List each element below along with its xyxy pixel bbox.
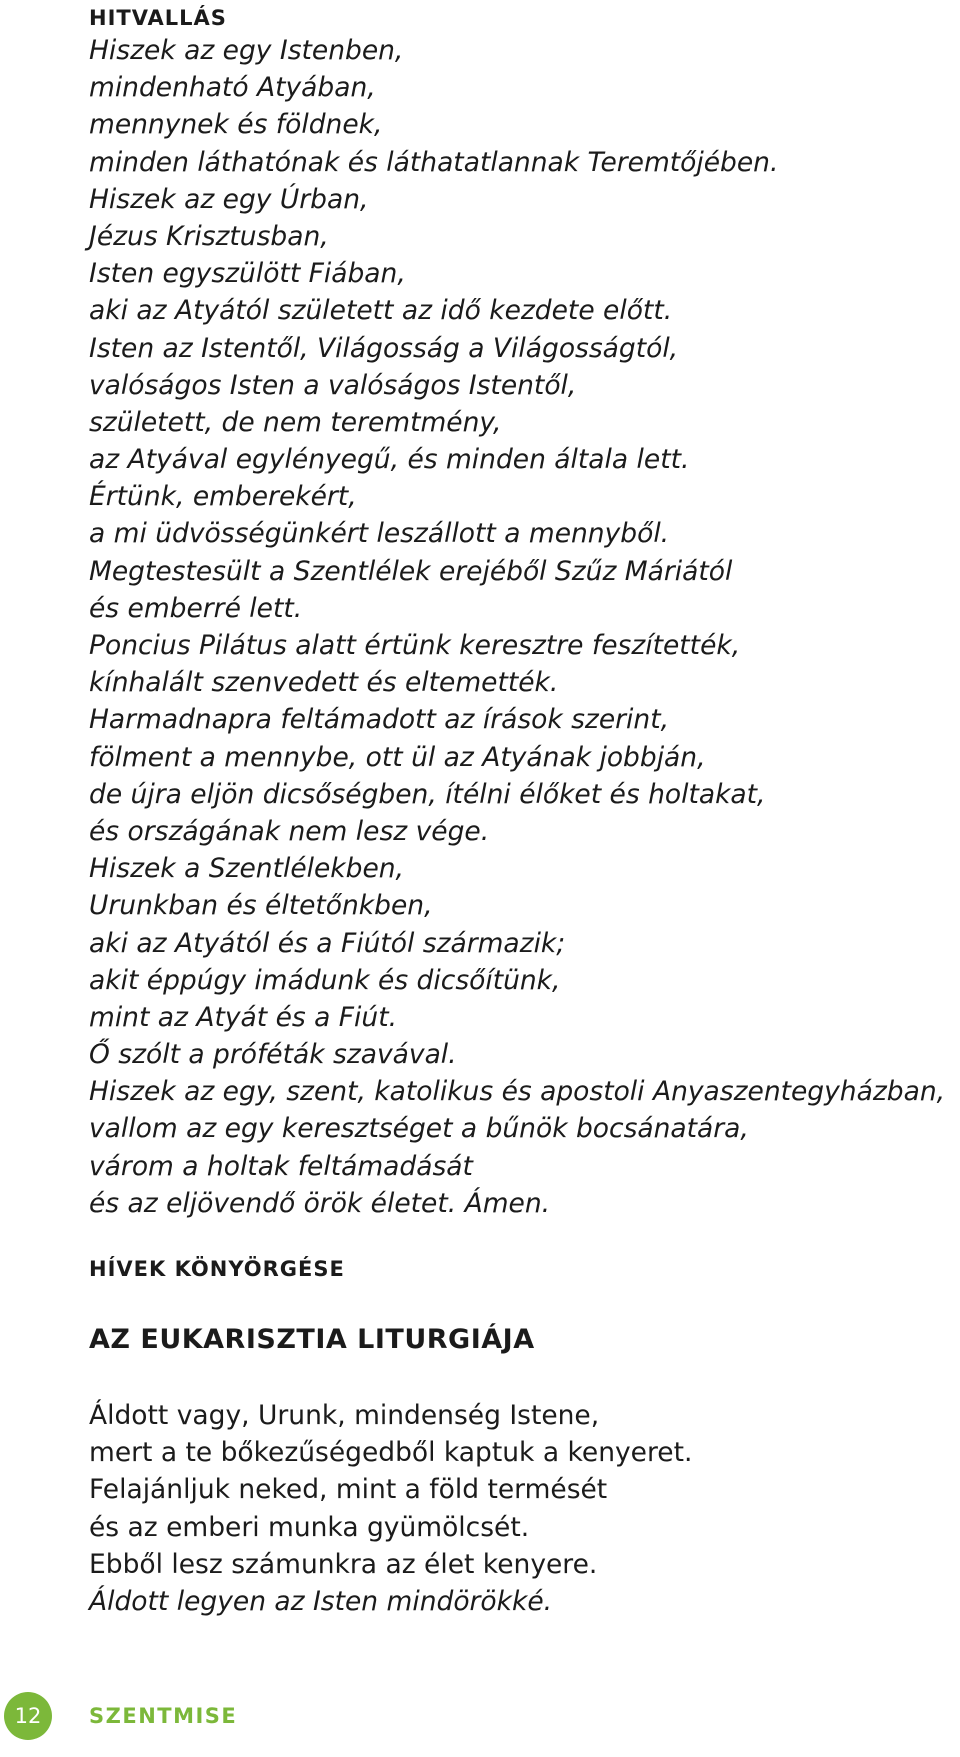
creed-line: vallom az egy keresztséget a bűnök bocsánatára,: [89, 1113, 749, 1145]
creed-line: és az eljövendő örök életet. Ámen.: [89, 1187, 551, 1219]
page-number-badge: 12: [4, 1692, 52, 1740]
creed-line: várom a holtak feltámadását: [89, 1150, 473, 1182]
creed-line: született, de nem teremtmény,: [89, 406, 502, 438]
intercessions-heading: HÍVEK KÖNYÖRGÉSE: [89, 1257, 345, 1281]
creed-line: mint az Atyát és a Fiút.: [89, 1001, 398, 1033]
prayer-line: és az emberi munka gyümölcsét.: [89, 1511, 530, 1543]
creed-line: aki az Atyától és a Fiútól származik;: [89, 927, 566, 959]
eucharist-prayer-text: [89, 1397, 692, 1583]
creed-line: aki az Atyától született az idő kezdete előtt.: [89, 295, 673, 327]
creed-line: de újra eljön dicsőségben, ítélni élőket és holtakat,: [89, 778, 766, 810]
eucharist-heading: AZ EUKARISZTIA LITURGIÁJA: [89, 1324, 535, 1355]
creed-text: [89, 32, 945, 1222]
creed-line: Harmadnapra feltámadott az írások szerint,: [89, 704, 670, 736]
creed-line: Ő szólt a próféták szavával.: [89, 1039, 457, 1071]
prayer-line: Ebből lesz számunkra az élet kenyere.: [89, 1548, 598, 1580]
creed-line: Hiszek a Szentlélekben,: [89, 853, 404, 885]
creed-line: Hiszek az egy Istenben,: [89, 35, 404, 66]
creed-heading: HITVALLÁS: [89, 6, 227, 30]
creed-line: Értünk, emberekért,: [89, 481, 357, 513]
creed-line: Isten egyszülött Fiában,: [89, 258, 406, 290]
creed-line: a mi üdvösségünkért leszállott a mennyből.: [89, 518, 670, 550]
prayer-line: Áldott vagy, Urunk, mindenség Istene,: [89, 1400, 600, 1431]
creed-line: az Atyával egylényegű, és minden általa lett.: [89, 444, 690, 476]
creed-line: és országának nem lesz vége.: [89, 815, 490, 847]
creed-line: mindenható Atyában,: [89, 72, 376, 104]
creed-line: Urunkban és éltetőnkben,: [89, 890, 433, 922]
creed-line: Poncius Pilátus alatt értünk keresztre feszítették,: [89, 630, 741, 661]
creed-line: Hiszek az egy Úrban,: [89, 183, 369, 215]
prayer-line: mert a te bőkezűségedből kaptuk a kenyeret.: [89, 1437, 693, 1469]
creed-line: és emberré lett.: [89, 592, 303, 624]
creed-line: fölment a mennybe, ott ül az Atyának jobbján,: [89, 741, 706, 773]
eucharist-closing-line: Áldott legyen az Isten mindörökké.: [89, 1586, 553, 1617]
creed-line: Megtestesült a Szentlélek erejéből Szűz Máriától: [89, 555, 733, 587]
running-footer-section: SZENTMISE: [89, 1704, 238, 1728]
creed-line: mennynek és földnek,: [89, 109, 383, 141]
creed-line: akit éppúgy imádunk és dicsőítünk,: [89, 964, 561, 996]
creed-line: Hiszek az egy, szent, katolikus és apostoli Anyaszentegyházban,: [89, 1076, 946, 1108]
creed-line: minden láthatónak és láthatatlannak Teremtőjében.: [89, 146, 779, 178]
prayer-line: Felajánljuk neked, mint a föld termését: [89, 1474, 608, 1506]
creed-line: Jézus Krisztusban,: [89, 220, 329, 252]
creed-line: Isten az Istentől, Világosság a Világosságtól,: [89, 332, 679, 364]
creed-line: kínhalált szenvedett és eltemették.: [89, 667, 559, 699]
creed-line: valóságos Isten a valóságos Istentől,: [89, 369, 577, 401]
